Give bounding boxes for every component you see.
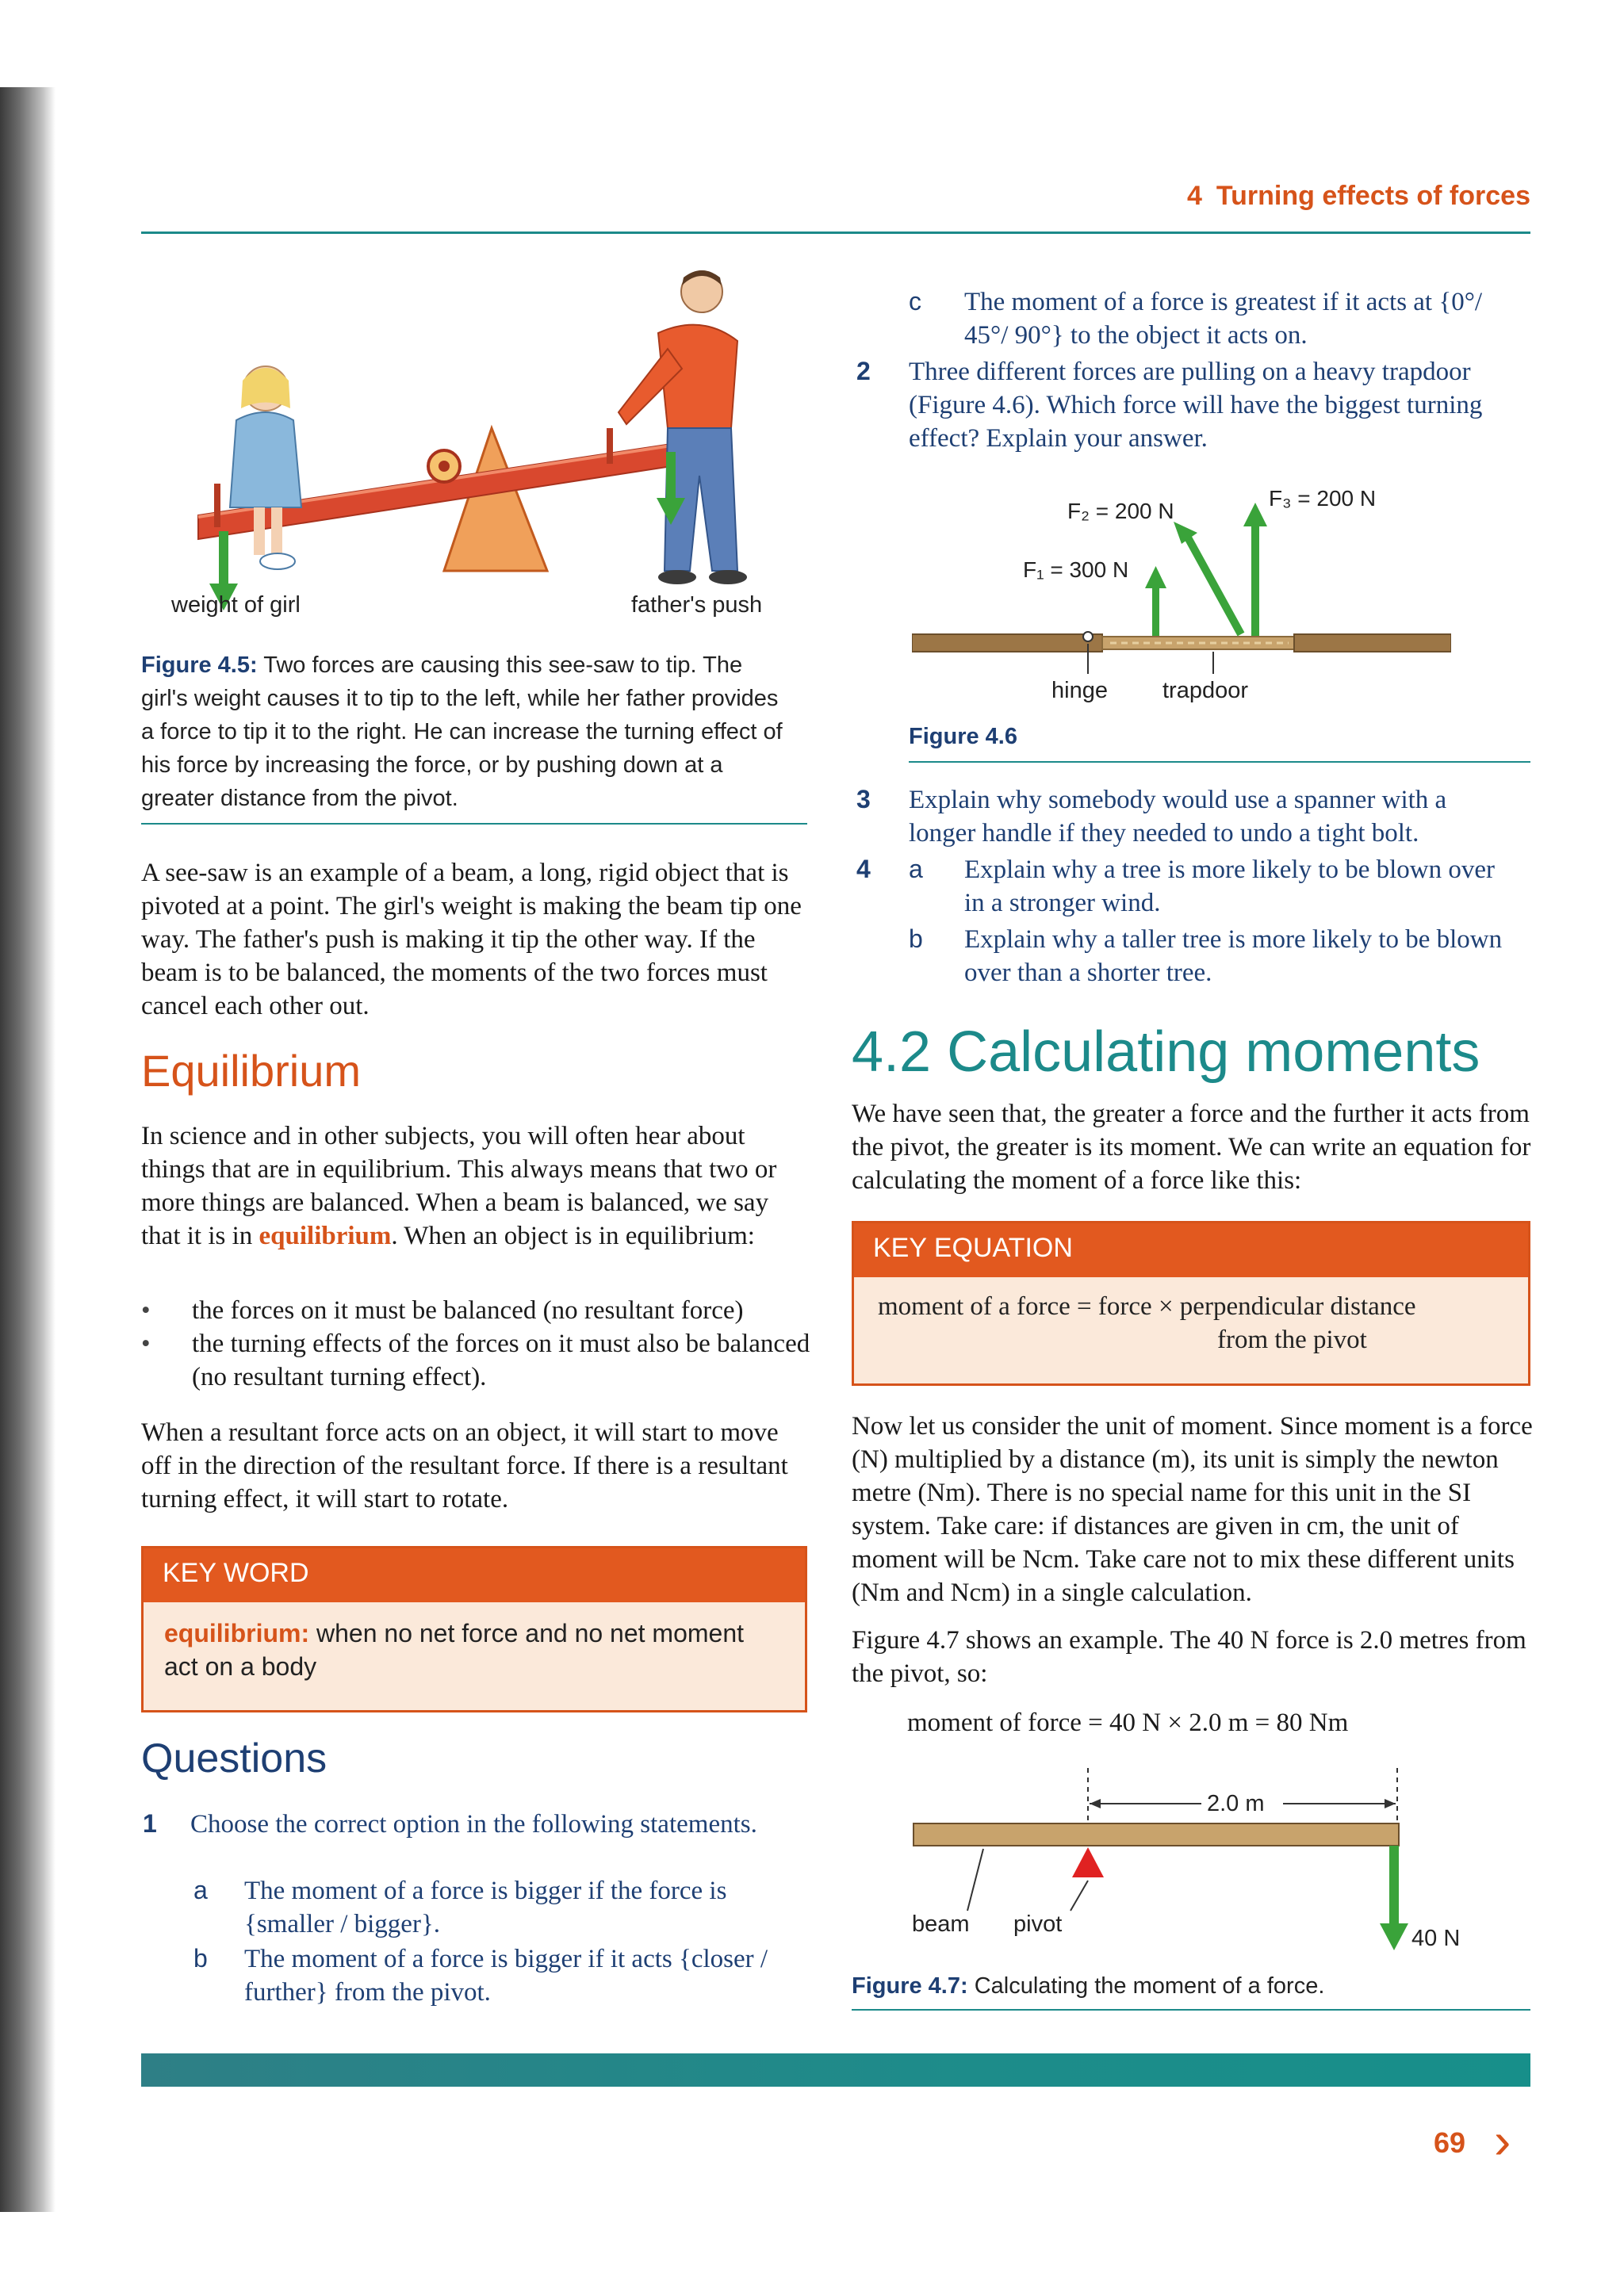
f3-label: F₃ = 200 N bbox=[1269, 486, 1377, 511]
next-page-chevron-icon[interactable]: › bbox=[1494, 2112, 1511, 2169]
force-40n-arrow bbox=[1380, 1846, 1408, 1950]
key-equation-content bbox=[854, 1277, 1528, 1369]
question-1a-text: The moment of a force is bigger if the force is {smaller / bigger}. bbox=[244, 1877, 727, 1938]
key-word-term: equilibrium: bbox=[164, 1619, 310, 1647]
page-number: 69 bbox=[1434, 2126, 1466, 2159]
f3-arrow bbox=[1243, 503, 1267, 636]
trapdoor-label: trapdoor bbox=[1162, 678, 1249, 703]
question-1b-letter: b bbox=[193, 1944, 208, 1973]
figure-4-7-caption bbox=[852, 1969, 1534, 2003]
equilibrium-text-before: In science and in other subjects, you will often hear about things that are in equilibrium. This always means that two or more things are balanced. When a beam is balanced, we say that it is in bbox=[141, 1122, 777, 1250]
f2-label: F₂ = 200 N bbox=[1067, 499, 1174, 523]
f2-arrow bbox=[1174, 522, 1241, 634]
figure-4-5-rule bbox=[141, 823, 807, 825]
pivot-label: pivot bbox=[1013, 1911, 1063, 1937]
question-4b-text: Explain why a taller tree is more likely to be blown over than a shorter tree. bbox=[964, 925, 1503, 987]
question-1-text: Choose the correct option in the following statements. bbox=[190, 1810, 757, 1839]
resultant-paragraph: When a resultant force acts on an object, it will start to move off in the direction of the resultant force. If there is a resultant turning effect, it will start to rotate. bbox=[141, 1418, 788, 1513]
question-4b-letter: b bbox=[909, 924, 923, 953]
label-fathers-push: father's push bbox=[631, 592, 763, 618]
seesaw-paragraph: A see-saw is an example of a beam, a long, rigid object that is pivoted at a point. The girl's weight is making the beam tip one way. The father's push is making it tip the other way. If the beam is to be balanced, the moments of the two forces must cancel each other out. bbox=[141, 859, 802, 1020]
equilibrium-keyword: equilibrium bbox=[259, 1222, 392, 1250]
question-1b-text: The moment of a force is bigger if it acts {closer / further} from the pivot. bbox=[244, 1945, 768, 2007]
figure-4-6-caption: Figure 4.6 bbox=[909, 724, 1017, 749]
section-4-2-heading: 4.2 Calculating moments bbox=[852, 1020, 1480, 1084]
chapter-number: 4 bbox=[1186, 181, 1202, 211]
equilibrium-paragraph bbox=[141, 1119, 807, 1253]
key-word-text: when no net force and no net moment act on a body bbox=[164, 1619, 745, 1681]
question-1c-text: The moment of a force is greatest if it acts at {0°/ 45°/ 90°} to the object it acts on. bbox=[964, 288, 1483, 350]
key-equation-line-2: from the pivot bbox=[1217, 1326, 1367, 1354]
question-2-number: 2 bbox=[856, 357, 871, 385]
questions-heading: Questions bbox=[141, 1735, 327, 1781]
header-rule bbox=[141, 232, 1530, 234]
force-label: 40 N bbox=[1411, 1926, 1461, 1951]
question-3-number: 3 bbox=[856, 785, 871, 813]
question-4a-letter: a bbox=[909, 855, 923, 883]
key-word-title: KEY WORD bbox=[144, 1548, 805, 1602]
f1-label: F₁ = 300 N bbox=[1023, 557, 1129, 582]
bullet-item: • the turning effects of the forces on it must also be balanced (no resultant turning effect). bbox=[141, 1327, 823, 1394]
figure-4-7-rule bbox=[852, 2009, 1530, 2011]
f1-arrow bbox=[1145, 566, 1166, 636]
equilibrium-bullet-list bbox=[141, 1294, 823, 1394]
question-3-text: Explain why somebody would use a spanner with a longer handle if they needed to undo a tight bolt. bbox=[909, 786, 1447, 848]
key-equation-box bbox=[852, 1221, 1530, 1386]
footer-band bbox=[141, 2053, 1530, 2087]
key-word-box bbox=[141, 1546, 807, 1712]
equilibrium-heading: Equilibrium bbox=[141, 1046, 361, 1096]
pivot-triangle-icon bbox=[1072, 1847, 1104, 1877]
question-1c-letter: c bbox=[909, 287, 921, 316]
seesaw-illustration bbox=[135, 270, 817, 618]
unit-paragraph: Now let us consider the unit of moment. Since moment is a force (N) multiplied by a distance (m), its unit is simply the newton metre (Nm). There is no special name for this unit in the SI system. Take care: if distances are given in cm, the unit of moment will be Ncm. Take care not to mix these different units (Nm and Ncm) in a single calculation. bbox=[852, 1412, 1533, 1607]
running-header bbox=[1158, 181, 1530, 212]
question-1a-letter: a bbox=[193, 1876, 208, 1904]
beam-label: beam bbox=[912, 1911, 970, 1937]
distance-label: 2.0 m bbox=[1204, 1787, 1268, 1820]
example-equation: moment of force = 40 N × 2.0 m = 80 Nm bbox=[907, 1709, 1349, 1737]
key-word-definition bbox=[144, 1602, 805, 1697]
beam-bar bbox=[914, 1823, 1399, 1846]
hinge-icon bbox=[1083, 632, 1093, 641]
figure-4-7-caption-label: Figure 4.7: bbox=[852, 1973, 968, 1999]
figure-4-7-caption-text: Calculating the moment of a force. bbox=[974, 1973, 1325, 1999]
caption-label: Figure 4.5: bbox=[141, 652, 258, 678]
question-2-text: Three different forces are pulling on a heavy trapdoor (Figure 4.6). Which force will have the biggest turning effect? Explain your answer. bbox=[909, 358, 1483, 453]
section-4-2-intro: We have seen that, the greater a force and the further it acts from the pivot, the greater is its moment. We can write an equation for calculating the moment of a force like this: bbox=[852, 1100, 1531, 1195]
label-weight-of-girl: weight of girl bbox=[171, 592, 301, 618]
figure-4-5-caption bbox=[141, 649, 791, 815]
question-4-number: 4 bbox=[856, 855, 871, 883]
key-equation-title: KEY EQUATION bbox=[854, 1223, 1528, 1277]
father-figure bbox=[619, 270, 747, 584]
chapter-title: Turning effects of forces bbox=[1216, 181, 1530, 211]
hinge-label: hinge bbox=[1051, 678, 1108, 703]
scan-binding-shadow bbox=[0, 87, 56, 2212]
question-4a-text: Explain why a tree is more likely to be blown over in a stronger wind. bbox=[964, 855, 1495, 917]
caption-text: Two forces are causing this see-saw to tip. The girl's weight causes it to tip to the left, while her father provides a force to tip it to the right. He can increase the turning effect of his force by increasing the force, or by pushing down at a greater distance from the pivot. bbox=[141, 652, 783, 811]
example-paragraph: Figure 4.7 shows an example. The 40 N force is 2.0 metres from the pivot, so: bbox=[852, 1626, 1526, 1688]
figure-4-6-rule bbox=[909, 761, 1530, 763]
bullet-item: • the forces on it must be balanced (no resultant force) bbox=[141, 1294, 823, 1327]
equilibrium-text-after: . When an object is in equilibrium: bbox=[391, 1222, 755, 1250]
question-1-number: 1 bbox=[143, 1809, 157, 1838]
girl-figure bbox=[230, 366, 301, 569]
key-equation-line-1: moment of a force = force × perpendicular distance bbox=[878, 1292, 1416, 1321]
